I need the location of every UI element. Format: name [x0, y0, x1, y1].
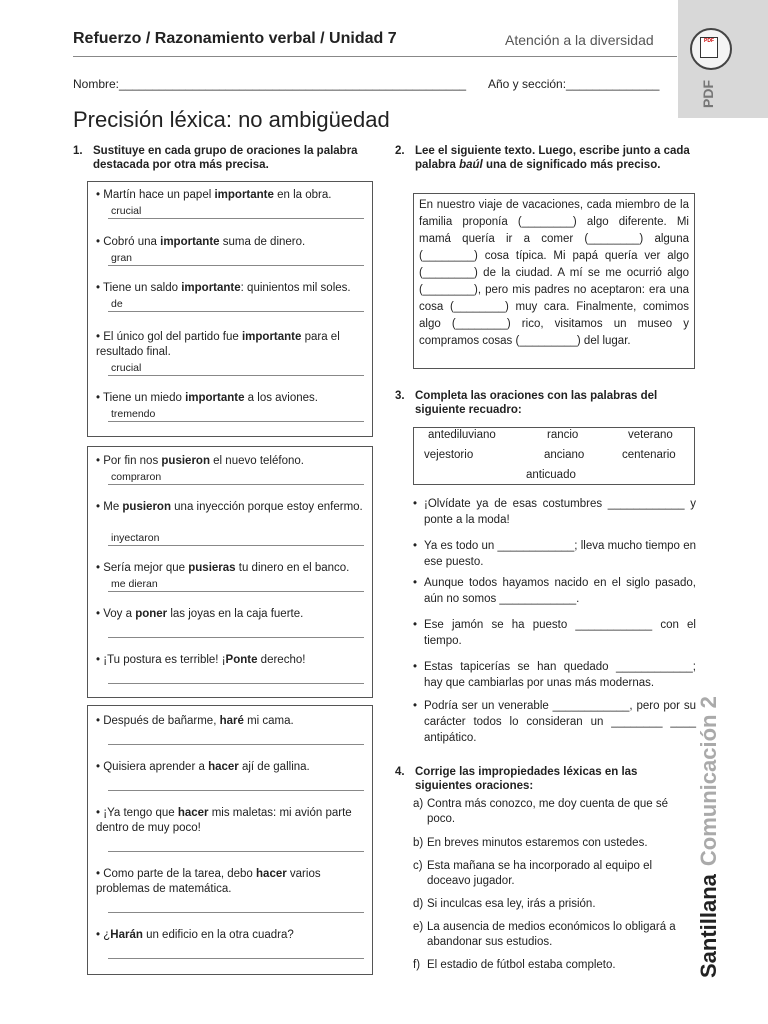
- answer-line[interactable]: tremendo: [108, 408, 364, 422]
- answer-line[interactable]: me dieran: [108, 578, 364, 592]
- word-bank-item: antediluviano: [428, 429, 496, 441]
- question-number: 4.: [395, 766, 405, 778]
- worksheet-header-title: Refuerzo / Razonamiento verbal / Unidad 7: [73, 30, 397, 47]
- word-bank: [413, 427, 695, 485]
- answer-line[interactable]: compraron: [108, 471, 364, 485]
- bullet: •: [96, 282, 104, 294]
- bullet: •: [413, 577, 418, 589]
- highlighted-word: importante: [181, 282, 241, 294]
- bullet: •: [96, 501, 104, 513]
- sentence-text: tu dinero en el banco.: [235, 562, 350, 574]
- word-bank-item: anciano: [544, 449, 585, 461]
- word-bank-item: anticuado: [526, 469, 576, 481]
- correction-item: [413, 797, 695, 829]
- sentence-item: [96, 188, 364, 203]
- bullet: •: [413, 700, 418, 712]
- sentence-text: Quisiera aprender a: [103, 761, 209, 773]
- item-label: c): [413, 860, 423, 872]
- sentence-text: una inyección porque estoy enfermo.: [170, 501, 363, 513]
- sentence-text: el nuevo teléfono.: [209, 455, 304, 467]
- item-text: Contra más conozco, me doy cuenta de que sé poco.: [427, 798, 669, 825]
- correction-item: [413, 859, 695, 891]
- bullet: •: [96, 236, 104, 248]
- sentence-text: Como parte de la tarea, debo: [103, 868, 257, 880]
- fill-in-sentence[interactable]: [410, 617, 696, 649]
- sentence-text: en la obra.: [273, 189, 332, 201]
- answer-line[interactable]: de: [108, 298, 364, 312]
- sentence-text: : quinientos mil soles.: [240, 282, 351, 294]
- question-text: Sustituye en cada grupo de oraciones la palabra destacada por otra más precisa.: [93, 145, 358, 171]
- pdf-icon: PDF: [700, 37, 718, 58]
- sentence-item: [96, 235, 364, 250]
- sentence-text: para el resultado final.: [96, 331, 340, 358]
- sentence-text: varios problemas de matemática.: [96, 868, 321, 895]
- word-bank-item: veterano: [628, 429, 673, 441]
- sentence-text: Tiene un miedo: [103, 392, 186, 404]
- answer-line[interactable]: [108, 777, 364, 791]
- item-text: La ausencia de medios económicos lo obligará a abandonar sus estudios.: [427, 921, 676, 948]
- question-number: 1.: [73, 145, 83, 157]
- sentence-group-2: [87, 446, 373, 698]
- bullet: •: [413, 498, 418, 510]
- highlighted-word: pusieras: [188, 562, 236, 574]
- highlighted-word: haré: [219, 715, 244, 727]
- correction-item: [413, 920, 695, 952]
- answer-line[interactable]: [108, 624, 364, 638]
- header-divider: [73, 56, 677, 57]
- sentence-item: [96, 806, 364, 836]
- item-label: b): [413, 837, 424, 849]
- sentence-text: ¿: [103, 929, 111, 941]
- publisher-brand: Santillana: [696, 874, 721, 978]
- sentence-item: [96, 714, 364, 729]
- sentence-item: [96, 867, 364, 897]
- question-2-prompt: [395, 144, 695, 188]
- sentence-text: mi cama.: [243, 715, 294, 727]
- sentence-text: suma de dinero.: [219, 236, 306, 248]
- highlighted-word: pusieron: [122, 501, 171, 513]
- item-label: f): [413, 959, 421, 971]
- question-number: 2.: [395, 145, 405, 157]
- bullet: •: [96, 929, 104, 941]
- fill-in-sentence[interactable]: [410, 698, 696, 746]
- highlighted-word: importante: [241, 331, 302, 343]
- highlighted-word: poner: [135, 608, 168, 620]
- sentence-text: un edificio en la otra cuadra?: [142, 929, 294, 941]
- fill-in-sentence[interactable]: [410, 575, 696, 607]
- sentence-text: Martín hace un papel: [103, 189, 215, 201]
- answer-line[interactable]: crucial: [108, 362, 364, 376]
- bullet: •: [96, 189, 104, 201]
- highlighted-word: Ponte: [225, 654, 258, 666]
- sentence-text: Después de bañarme,: [103, 715, 220, 727]
- sentence-item: [96, 561, 364, 576]
- question-text-end: una de significado más preciso.: [482, 159, 661, 171]
- question-text: Completa las oraciones con las palabras del siguiente recuadro:: [415, 390, 658, 416]
- sentence-item: [96, 653, 364, 668]
- sentence-text: Ese jamón se ha puesto ____________ con el tiempo.: [424, 619, 696, 647]
- item-text: En breves minutos estaremos con ustedes.: [427, 837, 648, 849]
- sentence-text: Voy a: [103, 608, 136, 620]
- fill-in-sentence[interactable]: [410, 538, 696, 570]
- question-3-prompt: [395, 389, 695, 419]
- sentence-item: [96, 607, 364, 622]
- bullet: •: [96, 654, 104, 666]
- fill-in-sentence[interactable]: [410, 659, 696, 691]
- question-text: Lee el siguiente texto. Luego, escribe junto a cada palabra: [415, 145, 690, 171]
- sentence-text: derecho!: [257, 654, 306, 666]
- question-1-prompt: [73, 144, 373, 174]
- bullet: •: [96, 392, 104, 404]
- answer-line[interactable]: [108, 899, 364, 913]
- sentence-text: Aunque todos hayamos nacido en el siglo pasado, aún no somos ____________.: [424, 577, 696, 605]
- worksheet-header-subtitle: Atención a la diversidad: [505, 32, 654, 48]
- bullet: •: [96, 868, 104, 880]
- sentence-item: [96, 281, 364, 296]
- name-field: Nombre:____________________________________________________: [73, 77, 467, 91]
- answer-line[interactable]: [108, 838, 364, 852]
- page-title: Precisión léxica: no ambigüedad: [73, 107, 390, 132]
- answer-line[interactable]: gran: [108, 252, 364, 266]
- highlighted-word: pusieron: [161, 455, 210, 467]
- word-bank-item: rancio: [547, 429, 579, 441]
- sentence-text: ¡Olvídate ya de esas costumbres ____________ y ponte a la moda!: [424, 498, 696, 526]
- sentence-group-3: [87, 705, 373, 975]
- answer-line[interactable]: [108, 945, 364, 959]
- bullet: •: [413, 540, 418, 552]
- sentence-text: a los aviones.: [244, 392, 318, 404]
- bullet: •: [96, 761, 104, 773]
- item-text: El estadio de fútbol estaba completo.: [427, 959, 616, 971]
- sentence-item: [96, 760, 364, 775]
- sentence-group-1: [87, 181, 373, 437]
- item-label: d): [413, 898, 424, 910]
- sentence-text: Estas tapicerías se han quedado ____________; hay que cambiarlas por unas más modernas.: [424, 661, 696, 689]
- question-4-prompt: [395, 765, 695, 795]
- year-section-field: Año y sección:______________: [488, 77, 660, 91]
- sentence-item: [96, 454, 364, 469]
- question-number: 3.: [395, 390, 405, 402]
- sentence-item: [96, 928, 364, 943]
- answer-line[interactable]: [108, 731, 364, 745]
- sentence-text: Me: [103, 501, 123, 513]
- sentence-text: El único gol del partido fue: [103, 331, 242, 343]
- highlighted-word: hacer: [208, 761, 239, 773]
- bullet: •: [96, 715, 104, 727]
- sentence-text: Ya es todo un ____________; lleva mucho tiempo en ese puesto.: [424, 540, 696, 568]
- answer-line[interactable]: inyectaron: [108, 532, 364, 546]
- sentence-item: [96, 391, 364, 406]
- bullet: •: [96, 807, 104, 819]
- bullet: •: [96, 331, 104, 343]
- highlighted-word: Harán: [110, 929, 143, 941]
- sentence-text: Podría ser un venerable ____________, pero por su carácter todos lo consideran un ________ ____ antipático.: [424, 700, 696, 744]
- highlighted-word: importante: [185, 392, 245, 404]
- fill-in-sentence[interactable]: [410, 496, 696, 528]
- reading-passage: En nuestro viaje de vacaciones, cada miembro de la familia proponía (________) algo diferente. Mi mamá quería ir a comer (________) alguna (________) cosa típica. Mi papá quería ver algo (________) de la ciudad. A mí se me ocurrió algo (________), pero mis padres no aceptaron: era una cosa (________) muy cara. Finalmente, comimos algo (________) rico, visitamos un museo y compramos cosas (_________) del lugar.: [413, 193, 695, 369]
- sentence-item: [96, 500, 364, 515]
- answer-line[interactable]: crucial: [108, 205, 364, 219]
- bullet: •: [96, 455, 104, 467]
- sentence-text: Tiene un saldo: [103, 282, 182, 294]
- sentence-text: ¡Tu postura es terrible! ¡: [103, 654, 226, 666]
- bullet: •: [413, 619, 418, 631]
- bullet: •: [413, 661, 418, 673]
- highlighted-word: importante: [160, 236, 220, 248]
- highlighted-word: importante: [214, 189, 274, 201]
- sentence-item: [96, 330, 364, 360]
- publisher-sidebar: [696, 678, 722, 978]
- word-bank-item: vejestorio: [424, 449, 474, 461]
- item-label: e): [413, 921, 424, 933]
- item-text: Esta mañana se ha incorporado al equipo el doceavo jugador.: [427, 860, 653, 887]
- keyword: baúl: [459, 159, 483, 171]
- highlighted-word: hacer: [177, 807, 209, 819]
- sentence-text: las joyas en la caja fuerte.: [167, 608, 304, 620]
- sentence-text: mis maletas: mi avión parte dentro de muy poco!: [96, 807, 352, 834]
- highlighted-word: hacer: [256, 868, 287, 880]
- series-name: Comunicación 2: [696, 696, 721, 867]
- item-text: Si inculcas esa ley, irás a prisión.: [427, 898, 596, 910]
- pdf-label: PDF: [700, 80, 716, 108]
- word-bank-item: centenario: [622, 449, 676, 461]
- sentence-text: Cobró una: [103, 236, 161, 248]
- item-label: a): [413, 798, 424, 810]
- sentence-text: ají de gallina.: [238, 761, 310, 773]
- sentence-text: Por fin nos: [103, 455, 162, 467]
- answer-line[interactable]: [108, 670, 364, 684]
- bullet: •: [96, 608, 104, 620]
- question-text: Corrige las impropiedades léxicas en las siguientes oraciones:: [415, 766, 638, 792]
- correction-item: [413, 958, 695, 990]
- bullet: •: [96, 562, 104, 574]
- sentence-text: Sería mejor que: [103, 562, 189, 574]
- sentence-text: ¡Ya tengo que: [103, 807, 178, 819]
